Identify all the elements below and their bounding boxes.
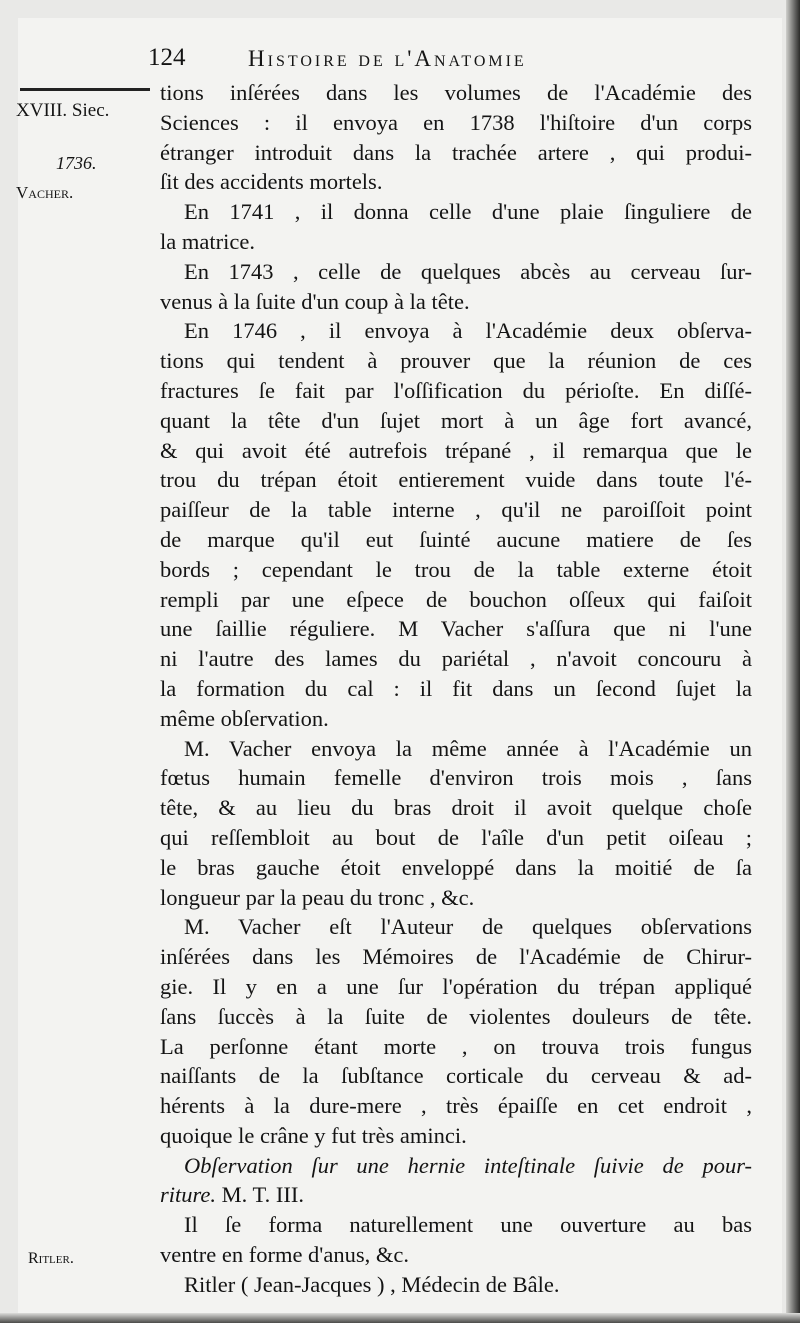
- reference-italic: riture.: [160, 1182, 217, 1208]
- text-line: la matrice.: [160, 228, 255, 254]
- text-line: M. Vacher eſt l'Auteur de quelques obſervations: [184, 914, 752, 940]
- text-line: M. Vacher envoya la même année à l'Académie un: [184, 735, 752, 761]
- text-line: ſans ſuccès à la ſuite de violentes douleurs de tête.: [160, 1003, 752, 1029]
- margin-note-vacher: Vacher.: [16, 183, 74, 202]
- text-line: fœtus humain femelle d'environ trois mois , ſans: [160, 765, 752, 791]
- text-line: qui reſſembloit au bout de l'aîle d'un petit oiſeau ;: [160, 824, 752, 850]
- text-line: ſit des accidents mortels.: [160, 169, 383, 195]
- page-edge-shadow: [786, 0, 800, 1323]
- text-line: Sciences : il envoya en 1738 l'hiſtoire d'un corps: [160, 109, 752, 135]
- text-line: bords ; cependant le trou de la table externe étoit: [160, 556, 752, 582]
- text-line: tions inſérées dans les volumes de l'Académie des: [160, 80, 752, 105]
- page-number: 124: [148, 44, 186, 71]
- text-line: En 1741 , il donna celle d'une plaie ſinguliere de: [184, 199, 752, 225]
- running-title: Histoire de l'Anatomie: [248, 46, 527, 71]
- margin-note-century: XVIII. Siec.: [16, 100, 110, 121]
- reference-volume: M. T. III.: [216, 1182, 304, 1208]
- text-line: quoique le crâne y fut très aminci.: [160, 1122, 467, 1148]
- margin-note-ritler: Ritler.: [28, 1250, 74, 1267]
- body-text: [160, 78, 752, 1300]
- text-line: inſérées dans les Mémoires de l'Académie de Chirur-: [160, 944, 752, 970]
- text-line: naiſſants de la ſubſtance corticale du cerveau & ad-: [160, 1063, 752, 1089]
- margin-note-year: 1736.: [56, 153, 97, 173]
- text-line: ventre en forme d'anus, &c.: [160, 1242, 409, 1268]
- text-line: tête, & au lieu du bras droit il avoit quelque choſe: [160, 795, 752, 821]
- text-line: étranger introduit dans la trachée artere , qui produi-: [160, 139, 752, 165]
- text-line: le bras gauche étoit enveloppé dans la moitié de ſa: [160, 854, 752, 880]
- text-line: paiſſeur de la table interne , qu'il ne paroiſſoit point: [160, 497, 752, 523]
- text-line: En 1746 , il envoya à l'Académie deux obſerva-: [184, 318, 752, 344]
- text-line: En 1743 , celle de quelques abcès au cerveau ſur-: [184, 258, 752, 284]
- text-line: tions qui tendent à prouver que la réunion de ces: [160, 348, 752, 374]
- text-line: Ritler ( Jean-Jacques ) , Médecin de Bâle.: [184, 1271, 560, 1297]
- text-line: Obſervation ſur une hernie inteſtinale ſuivie de pour-: [184, 1152, 752, 1178]
- text-line: quant la tête d'un ſujet mort à un âge fort avancé,: [160, 407, 752, 433]
- text-line-reference: [160, 1180, 752, 1210]
- text-line: venus à la ſuite d'un coup à la tête.: [160, 288, 470, 314]
- text-line: gie. Il y en a une ſur l'opération du trépan appliqué: [160, 973, 752, 999]
- text-line: trou du trépan étoit entierement vuide dans toute l'é-: [160, 467, 752, 493]
- text-line: ni l'autre des lames du pariétal , n'avoit concouru à: [160, 646, 752, 672]
- running-header: [148, 44, 658, 74]
- text-line: La perſonne étant morte , on trouva trois fungus: [160, 1033, 752, 1059]
- margin-rule: [20, 88, 150, 91]
- text-line: une ſaillie réguliere. M Vacher s'aſſura que ni l'une: [160, 616, 752, 642]
- text-line: la formation du cal : il fit dans un ſecond ſujet la: [160, 675, 752, 701]
- text-line: de marque qu'il eut ſuinté aucune matiere de ſes: [160, 526, 752, 552]
- text-line: Il ſe forma naturellement une ouverture au bas: [184, 1212, 752, 1238]
- page-bottom-shadow: [0, 1313, 800, 1323]
- text-line: hérents à la dure-mere , très épaiſſe en cet endroit ,: [160, 1093, 752, 1119]
- text-line: & qui avoit été autrefois trépané , il remarqua que le: [160, 437, 752, 463]
- text-line: fractures ſe fait par l'oſſification du périoſte. En diſſé-: [160, 377, 752, 403]
- text-line: rempli par une eſpece de bouchon oſſeux qui faiſoit: [160, 586, 752, 612]
- text-line: même obſervation.: [160, 705, 329, 731]
- text-line: longueur par la peau du tronc , &c.: [160, 884, 475, 910]
